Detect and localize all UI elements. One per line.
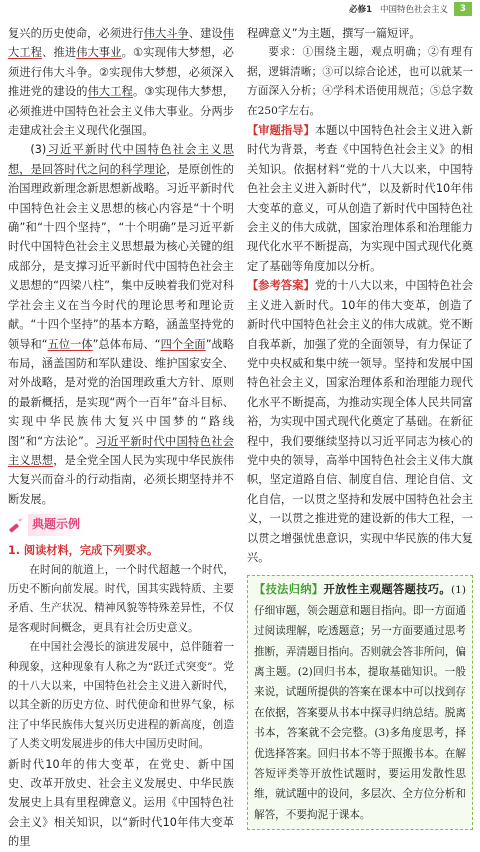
book-title: 中国特色社会主义 (379, 5, 448, 15)
question-prompt: 新时代10年的伟大变革，在党史、新中国史、改革开放史、社会主义发展史、中华民族发展史上具有里程碑意义。运用《中国特色社会主义》相关知识，以“新时代10年伟大变革的里 (8, 757, 234, 849)
question-title: 1. 阅读材料，完成下列要求。 (8, 544, 159, 558)
technique-box (247, 575, 473, 830)
question-prompt-cont: 程碑意义”为主题，撰写一篇短评。 (247, 27, 421, 40)
paragraph-xi-thought: (3)习近平新时代中国特色社会主义思想，是回答时代之问的科学理论，是原创性的治国理政新理念新思想新战略。习近平新时代中国特色社会主义思想的核心内容是“十个明确”和“十四个坚持”，“十个明确”是习近平新时代中国特色社会主义思想最为核心关键的组成部分，是支撑习近平新时代中国特色社会主义思想的“四梁八柱”，集中反映着我们党对科学社会主义在当今时代的理论思考和理论贡献。“十四个坚持”的基本方略，涵盖坚持党的领导和“五位一体”总体布局、“四个全面”战略布局，涵盖国防和军队建设、维护国家安全、对外战略，是对党的治国理政重大方针、原则的最新概括，是实现“两个一百年”奋斗目标、实现中华民族伟大复兴中国梦的“路线图”和“方法论”。习近平新时代中国特色社会主义思想，是全党全国人民为实现中华民族伟大复兴而奋斗的行动指南，必须长期坚持并不断发展。 (8, 143, 234, 506)
pencil-icon (8, 517, 24, 533)
left-column (8, 24, 234, 852)
material-paragraph-2: 在中国社会漫长的演进发展中，总伴随着一种现象，这种现象有人称之为“跃迁式突变”。党的十八大以来，中国特色社会主义进入新时代，以其全新的历史方位、时代使命和世界气象，标注了中华民族伟大复兴历史进程的新高度，创造了人类文明发展进步的伟大中国历史时间。 (8, 641, 234, 751)
section-title: 典题示例 (28, 514, 88, 535)
requirements: 要求：①围绕主题，观点明确；②有理有据，逻辑清晰；③可以综合论述，也可以就某一方面深入分析；④学科术语使用规范；⑤总字数在250字左右。 (247, 46, 473, 117)
reference-answer: 【参考答案】党的十八大以来，中国特色社会主义进入新时代。10年的伟大变革，创造了新时代中国特色社会主义的伟大成就。党不断自我革新，加强了党的全面领导，有力保证了党中央权威和集中统一领导。坚持和发展中国特色社会主义，国家治理体系和治理能力现代化水平不断提高，为推动实现全体人民共同富裕，为实现中国式现代化奠定了基础。在新征程中，我们要继续坚持以习近平同志为核心的党中央的领导，高举中国特色社会主义伟大旗帜，坚定道路自信、制度自信、理论自信、文化自信，一以贯之坚持和发展中国特色社会主义，一以贯之推进党的建设新的伟大工程，一以贯之增强忧患意识，实现中华民族的伟大复兴。 (247, 279, 473, 564)
analysis-guide: 【审题指导】本题以中国特色社会主义进入新时代为背景，考查《中国特色社会主义》的相关知识。依据材料“党的十八大以来，中国特色社会主义进入新时代”，以及新时代10年伟大变革的意义，可从创造了新时代中国特色社会主义的伟大成就，国家治理体系和治理能力现代化水平不断提高，为实现中国式现代化奠定了基础等角度加以分析。 (247, 124, 473, 273)
page-header (0, 0, 480, 18)
page-number: 3 (454, 2, 472, 16)
answer-tag: 【参考答案】 (247, 279, 315, 293)
paragraph-great-struggle: 复兴的历史使命，必须进行伟大斗争、建设伟大工程、推进伟大事业。①实现伟大梦想，必须进行伟大斗争。②实现伟大梦想，必须深入推进党的建设的伟大工程。③实现伟大梦想，必须推进中国特色社会主义伟大事业。分两步走建成社会主义现代化强国。 (8, 27, 234, 138)
material-paragraph-1: 在时间的航道上，一个时代超越一个时代，历史不断向前发展。时代，国其实践特质、主要矛盾、生产状况、精神风貌等特殊差异性，不仅是客观时间概念，更具有社会历史意义。 (8, 563, 234, 634)
technique-title: 开放性主观题答题技巧。 (323, 583, 451, 597)
right-column (247, 24, 473, 830)
course-label: 必修1 (349, 5, 372, 15)
section-banner (8, 515, 234, 535)
technique-tag: 【技法归纳】 (254, 583, 324, 597)
technique-body: (1)仔细审题，领会题意和题目指向。即一方面通过阅读理解，吃透题意；另一方面要通过思考推断，弄清题目指向。否则就会答非所问，偏离主题。(2)回归书本，提取基础知识。一般来说，试题所提供的答案在课本中可以找到存在依据，答案要从书本中探寻归纳总结。脱离书本，答案就不会完整。(3)多角度思考，择优选择答案。回归书本不等于照搬书本。在解答短评类等开放性试题时，要运用发散性思维，就试题中的设问，多层次、全方位分析和解答，不要拘泥于课本。 (254, 584, 466, 821)
analysis-tag: 【审题指导】 (247, 124, 315, 138)
